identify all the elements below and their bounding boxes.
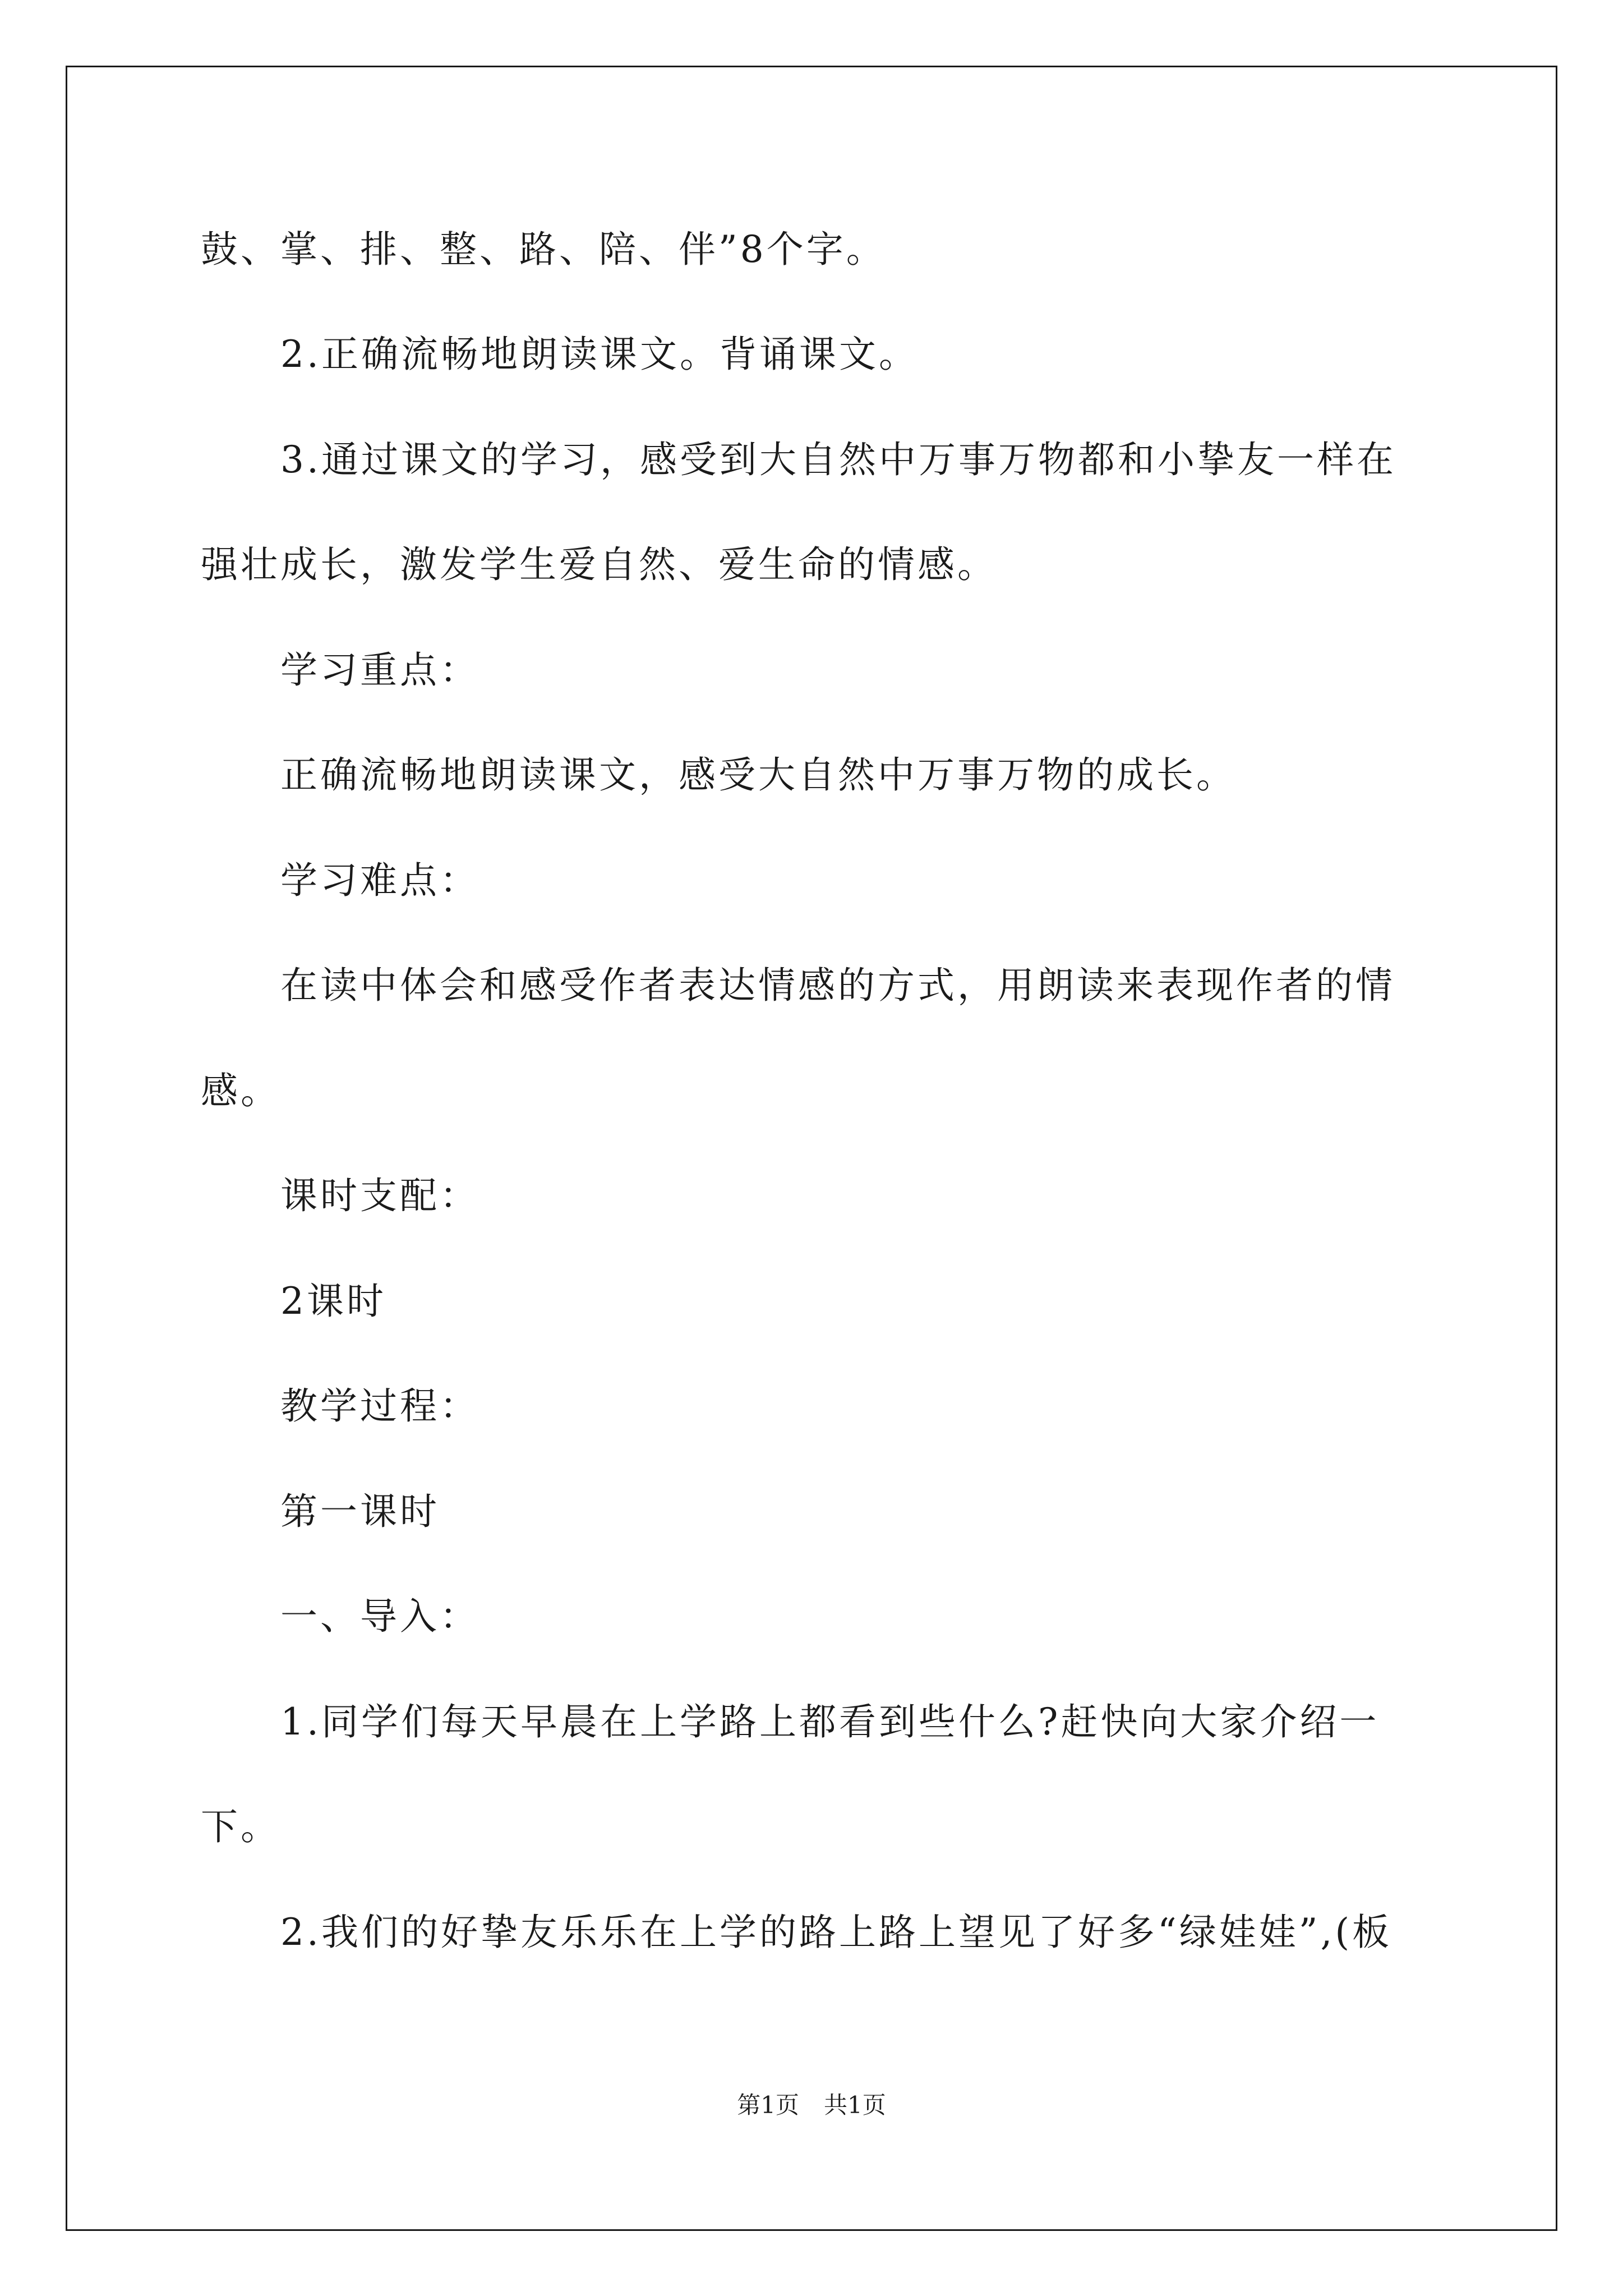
- page-total: 共1页: [824, 2091, 886, 2119]
- text-line-16: 下。: [201, 1805, 280, 1848]
- text-line-1: 鼓、掌、排、整、路、陪、伴”8个字。: [201, 228, 886, 271]
- text-line-4: 强壮成长，激发学生爱自然、爱生命的情感。: [201, 543, 997, 586]
- text-line-2: 2.正确流畅地朗读课文。背诵课文。: [280, 333, 919, 376]
- heading-teaching-process: 教学过程：: [280, 1384, 479, 1428]
- heading-class-hours: 课时支配：: [280, 1174, 479, 1217]
- page-footer: [0, 2091, 1623, 2119]
- heading-key-points: 学习重点：: [280, 648, 479, 692]
- page-number: 第1页: [737, 2091, 799, 2119]
- text-line-15: 1.同学们每天早晨在上学路上都看到些什么?赶快向大家介绍一: [280, 1700, 1380, 1743]
- page-border: [66, 66, 1557, 2231]
- text-line-6: 正确流畅地朗读课文，感受大自然中万事万物的成长。: [280, 753, 1236, 797]
- text-line-17: 2.我们的好挚友乐乐在上学的路上路上望见了好多“绿娃娃”,(板: [280, 1911, 1393, 1954]
- text-line-8: 在读中体会和感受作者表达情感的方式，用朗读来表现作者的情: [280, 964, 1395, 1007]
- heading-difficulties: 学习难点：: [280, 859, 479, 902]
- text-line-9: 感。: [201, 1069, 280, 1112]
- text-line-11: 2课时: [280, 1280, 386, 1323]
- heading-first-lesson: 第一课时: [280, 1490, 440, 1533]
- text-line-3: 3.通过课文的学习，感受到大自然中万事万物都和小挚友一样在: [280, 438, 1396, 481]
- heading-introduction: 一、导入：: [280, 1595, 479, 1638]
